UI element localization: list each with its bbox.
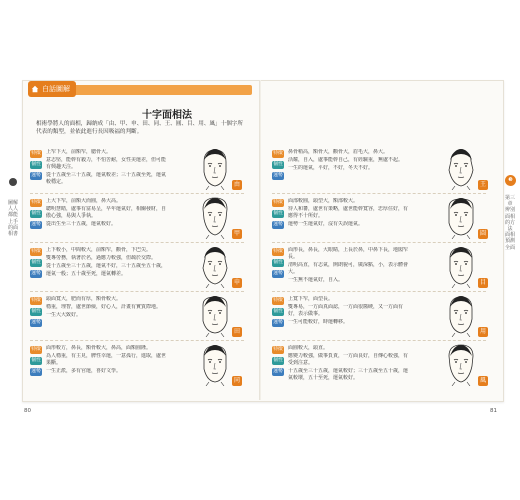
tag-shape: 特徵 [273, 200, 283, 205]
entry-fortune: 從出生至三十五歲，運氣較好。 [46, 221, 117, 228]
tag-personality: 個性 [31, 260, 41, 265]
tag-fortune: 運勢 [31, 222, 41, 227]
header-tab-label: 白話圖解 [42, 85, 70, 93]
entry-text [288, 345, 408, 383]
entry-shape: 上下較小，中間較大，前額窄，顴骨，下巴尖。 [46, 247, 152, 253]
entry-separator [30, 291, 244, 292]
entry-shape: 鼻骨稍高，額骨大，顴骨大，眉毛大，鼻大。 [288, 149, 389, 155]
entry-shape: 面形較方，鼻長，額骨較大，鼻高，面額圓隆。 [46, 345, 152, 351]
entry-personality: 聰明慧睹，處事有富易呈，早年運氣好，相關發財，自傲心強，易與人爭執。 [46, 206, 166, 220]
entry-fortune: 從十五歲至三十五歲，運氣不好，三十五歲至五十歲，運氣一般；五十歲至死，運氣轉差。 [46, 263, 166, 277]
left-page [22, 80, 258, 400]
book-gutter [259, 80, 261, 400]
entry-shape: 面圓較大，頭直。 [288, 345, 329, 351]
entry-personality: 雙專勞務，執著於名，過應力較強，但疏於交際。 [46, 255, 157, 262]
page-number-left: 80 [24, 408, 31, 414]
face-illustration [198, 146, 232, 190]
face-entry-1 [30, 146, 250, 194]
face-illustration [198, 195, 232, 239]
entry-separator [272, 340, 486, 341]
tag-fortune: 運勢 [31, 320, 41, 325]
tag-personality: 個性 [31, 358, 41, 363]
intro-text: 相術學將人的面相，歸納成「由、甲、申、田、同、王、圓、目、用、風」十個字所代表的類型，並依此進行長因吸福的判斷。 [36, 121, 243, 135]
entry-separator [272, 291, 486, 292]
tag-personality: 個性 [31, 309, 41, 314]
tag-fortune: 運勢 [273, 222, 283, 227]
tag-fortune: 運勢 [273, 320, 283, 325]
entry-personality: 意志堅，能幹有毅力，不怕苦耐，女性美運差，但可能有興趣天注。 [46, 157, 166, 171]
entry-text [46, 247, 166, 278]
entry-text [288, 247, 408, 285]
entry-separator [30, 193, 244, 194]
entry-fortune: 運勢一生運氣好，沒有失誤運氣。 [288, 221, 364, 228]
tag-shape: 特徵 [31, 298, 41, 303]
entry-tags [272, 248, 281, 281]
entry-tags [272, 297, 281, 330]
tag-personality: 個性 [31, 162, 41, 167]
entry-text [46, 296, 166, 321]
tag-shape: 特徵 [31, 249, 41, 254]
entry-text [46, 345, 166, 376]
tag-shape: 特徵 [273, 249, 283, 254]
entry-tags [272, 346, 281, 379]
entry-fortune: 一生的運氣，平好，不好，冬天不好。 [288, 165, 374, 172]
face-type-badge: 風 [479, 377, 486, 384]
entry-fortune: 一生正派，多有官運，喜好文學。 [46, 368, 122, 375]
entry-fortune: 一生大大致好。 [46, 312, 82, 319]
entry-personality: 活耀，自入，處事能幹自己，有經驗重，無處不起。 [288, 157, 404, 164]
face-type-badge: 用 [479, 328, 486, 335]
entry-tags [30, 248, 39, 281]
face-entry-3 [30, 244, 250, 292]
face-entry-2 [30, 195, 250, 243]
chapter-mark-icon: ❸ [505, 175, 516, 186]
tag-fortune: 運勢 [31, 369, 41, 374]
header-tab [28, 81, 76, 97]
entry-tags [30, 297, 39, 330]
tag-shape: 特徵 [273, 151, 283, 156]
face-type-badge: 同 [233, 377, 240, 384]
entry-text [46, 198, 166, 229]
tag-fortune: 運勢 [273, 173, 283, 178]
entry-personality: 穩重，理智，處世節儉，好心人，計畫有實質際地。 [46, 304, 162, 311]
entry-fortune: 十五歲至三十五歲，運氣較好；三十五歲至五十歲，運氣較壞，五十至死，運氣較好。 [288, 368, 408, 382]
tag-shape: 特徵 [31, 347, 41, 352]
tag-shape: 特徵 [31, 200, 41, 205]
face-illustration [198, 342, 232, 386]
entry-separator [30, 340, 244, 341]
face-illustration [444, 146, 478, 190]
entry-separator [272, 242, 486, 243]
entry-shape: 頭面寬大，肥而有厚，額骨較大。 [46, 296, 122, 302]
page-title: 十字面相法 [142, 110, 192, 121]
tag-personality: 個性 [273, 358, 283, 363]
right-page [262, 80, 502, 400]
entry-personality: 應變力較強，做事負責，一方面良好，自傳心較強，有受到注意。 [288, 353, 408, 367]
side-title-right: 第三章 辨別面相的方法 面相預測全面 [505, 195, 516, 251]
face-entry-3 [272, 244, 492, 292]
tag-shape: 特徵 [273, 347, 283, 352]
entry-text [288, 198, 408, 229]
entry-text [46, 149, 166, 187]
tag-personality: 個性 [273, 260, 283, 265]
tag-shape: 特徵 [273, 298, 283, 303]
entry-text [288, 149, 408, 174]
entry-tags [272, 150, 281, 183]
face-illustration [444, 244, 478, 288]
face-illustration [444, 195, 478, 239]
face-entry-1 [272, 146, 492, 194]
entry-tags [272, 199, 281, 232]
entry-shape: 上寬下窄，面型長。 [288, 296, 334, 302]
side-ornament-icon [9, 178, 17, 186]
entry-separator [30, 242, 244, 243]
entry-tags [30, 199, 39, 232]
entry-fortune: 一生無不運氣好，自入。 [288, 277, 344, 283]
face-entry-2 [272, 195, 492, 243]
face-illustration [198, 244, 232, 288]
entry-text [288, 296, 408, 327]
tag-shape: 特徵 [31, 151, 41, 156]
face-type-badge: 申 [233, 279, 240, 286]
entry-tags [30, 150, 39, 183]
side-title-left: 圖解人人都能上手的面相書 [8, 200, 19, 238]
tag-personality: 個性 [273, 211, 283, 216]
tag-fortune: 運勢 [273, 369, 283, 374]
entry-separator [272, 193, 486, 194]
face-illustration [444, 342, 478, 386]
tag-personality: 個性 [31, 211, 41, 216]
face-type-badge: 由 [233, 181, 240, 188]
entry-shape: 面形長，鼻長，大眼睛，上長於鼻，中鼻下長，地閣窄長。 [288, 247, 408, 261]
face-entry-4 [272, 293, 492, 341]
entry-shape: 面部較圓，頭型大，額部較大。 [288, 198, 359, 204]
entry-fortune: 從十五歲至三十五歲，運氣較差；三十五歲至死，運氣較穩定。 [46, 172, 166, 186]
entry-personality: 雙專易，一方面真面認，一方面很醬硬，又一方面有好，表示做事。 [288, 304, 404, 318]
face-type-badge: 田 [233, 328, 240, 335]
entry-tags [30, 346, 39, 379]
face-illustration [198, 293, 232, 337]
face-type-badge: 王 [479, 181, 486, 188]
face-illustration [444, 293, 478, 337]
tag-personality: 個性 [273, 309, 283, 314]
entry-personality: 待人和蕃，處世有策略，處世能幹寬容，忠厚住好，有應得不十所好。 [288, 206, 408, 220]
house-icon [31, 85, 39, 93]
entry-personality: 清明高直，有志氣，開朗貌可，廣深點，小，表示體會大。 [288, 262, 408, 276]
tag-personality: 個性 [273, 162, 283, 167]
page-number-right: 81 [490, 408, 497, 414]
face-type-badge: 圓 [479, 230, 486, 237]
face-entry-5 [272, 342, 492, 390]
tag-fortune: 運勢 [31, 173, 41, 178]
tag-fortune: 運勢 [31, 271, 41, 276]
entry-shape: 上大下窄，前額大而圓，鼻大高。 [46, 198, 122, 204]
face-entry-5 [30, 342, 250, 390]
tag-fortune: 運勢 [273, 271, 283, 276]
entry-shape: 上窄下大，前額窄，腮骨大。 [46, 149, 112, 155]
entry-personality: 為人穩重，有主見，脾性幸運，一意孤行，進取，處世果斷。 [46, 353, 166, 367]
face-entry-4 [30, 293, 250, 341]
face-type-badge: 甲 [233, 230, 240, 237]
entry-fortune: 一生可能較好，時運轉移。 [288, 319, 349, 326]
face-type-badge: 目 [479, 279, 486, 286]
